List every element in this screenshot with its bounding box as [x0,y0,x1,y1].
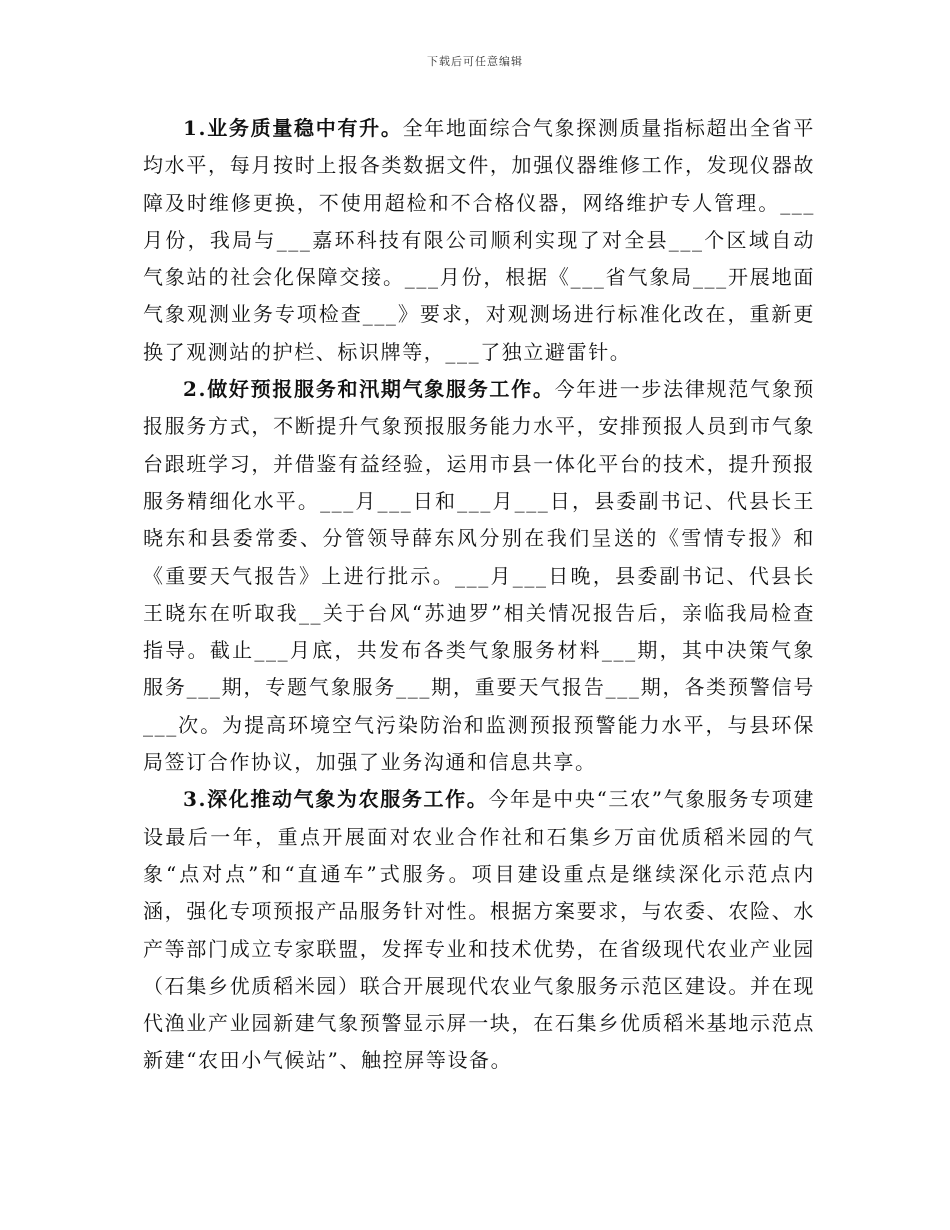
page-header: 下载后可任意编辑 [427,55,523,68]
paragraph-3 [143,781,815,1079]
paragraph-3-heading: 3.深化推动气象为农服务工作。 [183,787,489,812]
paragraph-2-text: 今年进一步法律规范气象预报服务方式，不断提升气象预报服务能力水平，安排预报人员到市气象台跟班学习，并借鉴有益经验，运用市县一体化平台的技术，提升预报服务精细化水平。___月___日和___月___日，县委副书记、代县长王晓东和县委常委、分管领导薛东风分别在我们呈送的《雪情专报》和《重要天气报告》上进行批示。___月___日晚，县委副书记、代县长王晓东在听取我__关于台风“苏迪罗”相关情况报告后，亲临我局检查指导。截止___月底，共发布各类气象服务材料___期，其中决策气象服务___期，专题气象服务___期，重要天气报告___期，各类预警信号___次。为提高环境空气污染防治和监测预报预警能力水平，与县环保局签订合作协议，加强了业务沟通和信息共享。 [143,377,815,775]
paragraph-1-heading: 1.业务质量稳中有升。 [183,116,403,140]
paragraph-2-heading: 2.做好预报服务和汛期气象服务工作。 [183,377,555,402]
document-body [143,110,815,1080]
paragraph-1-text: 全年地面综合气象探测质量指标超出全省平均水平，每月按时上报各类数据文件，加强仪器维修工作，发现仪器故障及时维修更换，不使用超检和不合格仪器，网络维护专人管理。___月份，我局与___嘉环科技有限公司顺利实现了对全县___个区域自动气象站的社会化保障交接。___月份，根据《___省气象局___开展地面气象观测业务专项检查___》要求，对观测场进行标准化改在，重新更换了观测站的护栏、标识牌等，___了独立避雷针。 [143,116,815,364]
paragraph-2 [143,371,815,781]
paragraph-3-text: 今年是中央“三农”气象服务专项建设最后一年，重点开展面对农业合作社和石集乡万亩优质稻米园的气象“点对点”和“直通车”式服务。项目建设重点是继续深化示范点内涵，强化专项预报产品服务针对性。根据方案要求，与农委、农险、水产等部门成立专家联盟，发挥专业和技术优势，在省级现代农业产业园（石集乡优质稻米园）联合开展现代农业气象服务示范区建设。并在现代渔业产业园新建气象预警显示屏一块，在石集乡优质稻米基地示范点新建“农田小气候站”、触控屏等设备。 [143,787,815,1073]
paragraph-1 [143,110,815,371]
